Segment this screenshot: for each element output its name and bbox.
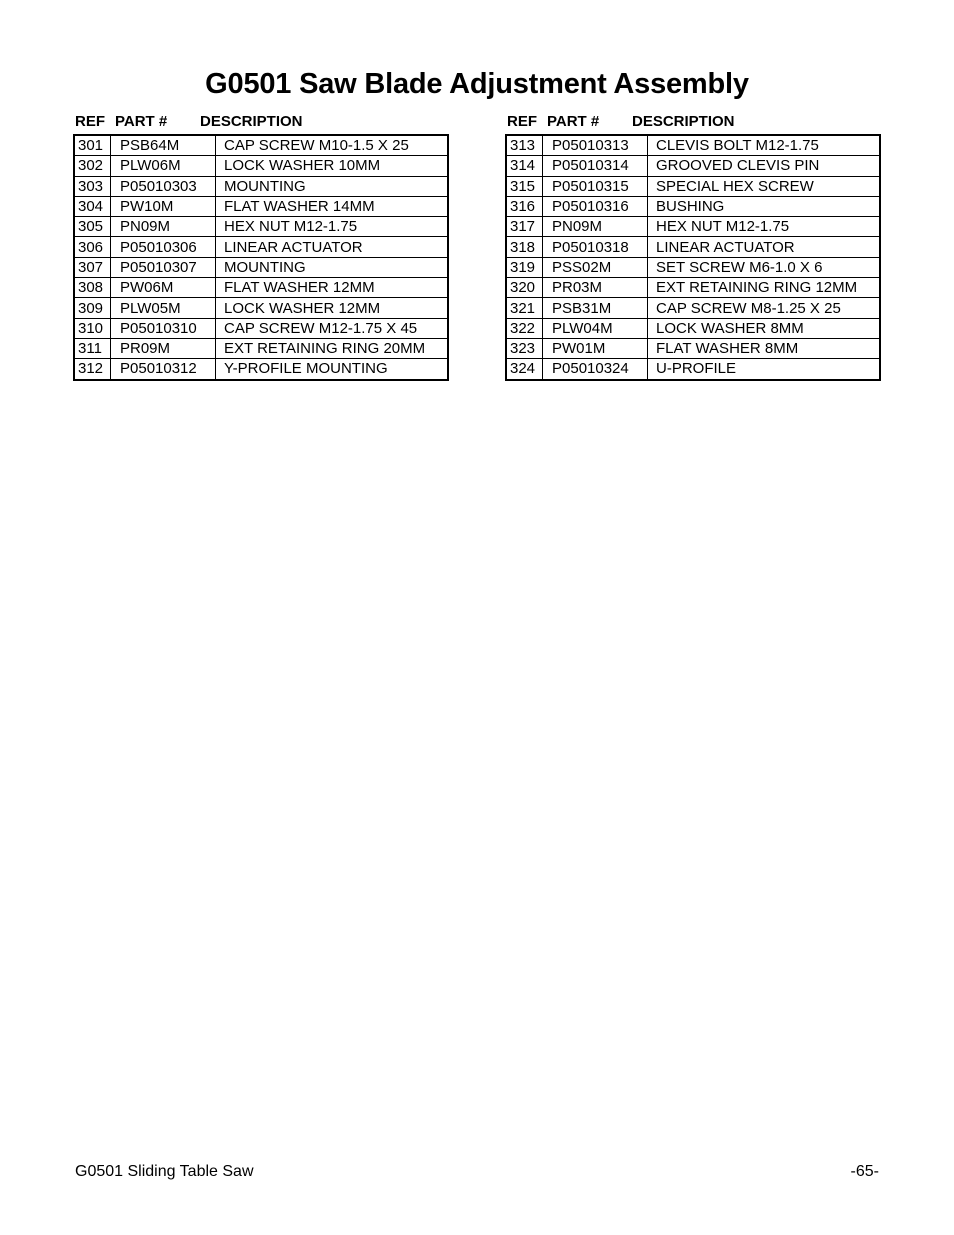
description-header: DESCRIPTION: [632, 113, 735, 130]
description-cell: MOUNTING: [216, 176, 449, 196]
ref-cell: 315: [506, 176, 543, 196]
table-row: [74, 156, 448, 176]
ref-cell: 311: [74, 338, 111, 358]
table-row: [74, 176, 448, 196]
description-cell: HEX NUT M12-1.75: [648, 217, 881, 237]
table-row: [506, 196, 880, 216]
part-number-cell: PR03M: [543, 278, 648, 298]
ref-cell: 320: [506, 278, 543, 298]
footer-model-name: G0501 Sliding Table Saw: [75, 1163, 254, 1180]
part-number-header: PART #: [547, 113, 600, 130]
table-row: [74, 359, 448, 380]
part-number-cell: P05010303: [111, 176, 216, 196]
ref-cell: 302: [74, 156, 111, 176]
part-number-cell: PLW04M: [543, 318, 648, 338]
footer-page-number: -65-: [850, 1163, 879, 1180]
ref-cell: 319: [506, 257, 543, 277]
part-number-cell: PN09M: [543, 217, 648, 237]
ref-cell: 314: [506, 156, 543, 176]
part-number-cell: P05010315: [543, 176, 648, 196]
part-number-cell: PW01M: [543, 338, 648, 358]
part-number-cell: P05010314: [543, 156, 648, 176]
description-cell: LOCK WASHER 10MM: [216, 156, 449, 176]
page-title: G0501 Saw Blade Adjustment Assembly: [205, 68, 749, 100]
ref-cell: 323: [506, 338, 543, 358]
description-cell: LOCK WASHER 12MM: [216, 298, 449, 318]
part-number-cell: PW06M: [111, 278, 216, 298]
ref-cell: 306: [74, 237, 111, 257]
description-cell: LINEAR ACTUATOR: [216, 237, 449, 257]
part-number-header: PART #: [115, 113, 168, 130]
table-row: [506, 156, 880, 176]
description-cell: CAP SCREW M12-1.75 X 45: [216, 318, 449, 338]
description-cell: Y-PROFILE MOUNTING: [216, 359, 449, 380]
table-row: [506, 359, 880, 380]
description-header: DESCRIPTION: [200, 113, 303, 130]
description-cell: HEX NUT M12-1.75: [216, 217, 449, 237]
description-cell: LINEAR ACTUATOR: [648, 237, 881, 257]
description-cell: FLAT WASHER 8MM: [648, 338, 881, 358]
part-number-cell: P05010307: [111, 257, 216, 277]
table-row: [506, 237, 880, 257]
ref-cell: 303: [74, 176, 111, 196]
ref-header: REF: [507, 113, 537, 130]
parts-list-left: [73, 112, 449, 381]
description-cell: CAP SCREW M8-1.25 X 25: [648, 298, 881, 318]
table-row: [506, 135, 880, 156]
table-row: [506, 298, 880, 318]
part-number-cell: PW10M: [111, 196, 216, 216]
part-number-cell: P05010318: [543, 237, 648, 257]
ref-cell: 309: [74, 298, 111, 318]
description-cell: CLEVIS BOLT M12-1.75: [648, 135, 881, 156]
table-row: [74, 257, 448, 277]
parts-list-right: [505, 112, 881, 381]
table-row: [74, 278, 448, 298]
table-row: [74, 338, 448, 358]
description-cell: SET SCREW M6-1.0 X 6: [648, 257, 881, 277]
parts-table: [505, 134, 881, 381]
part-number-cell: P05010313: [543, 135, 648, 156]
description-cell: LOCK WASHER 8MM: [648, 318, 881, 338]
ref-cell: 317: [506, 217, 543, 237]
table-row: [74, 237, 448, 257]
table-row: [74, 135, 448, 156]
ref-cell: 305: [74, 217, 111, 237]
description-cell: EXT RETAINING RING 12MM: [648, 278, 881, 298]
ref-cell: 312: [74, 359, 111, 380]
ref-header: REF: [75, 113, 105, 130]
part-number-cell: P05010324: [543, 359, 648, 380]
ref-cell: 313: [506, 135, 543, 156]
ref-cell: 308: [74, 278, 111, 298]
table-row: [74, 298, 448, 318]
ref-cell: 307: [74, 257, 111, 277]
ref-cell: 301: [74, 135, 111, 156]
description-cell: GROOVED CLEVIS PIN: [648, 156, 881, 176]
table-row: [506, 217, 880, 237]
table-row: [506, 278, 880, 298]
ref-cell: 324: [506, 359, 543, 380]
description-cell: MOUNTING: [216, 257, 449, 277]
part-number-cell: P05010316: [543, 196, 648, 216]
ref-cell: 304: [74, 196, 111, 216]
part-number-cell: PSS02M: [543, 257, 648, 277]
description-cell: FLAT WASHER 12MM: [216, 278, 449, 298]
ref-cell: 322: [506, 318, 543, 338]
table-row: [506, 257, 880, 277]
description-cell: EXT RETAINING RING 20MM: [216, 338, 449, 358]
table-row: [74, 196, 448, 216]
parts-table: [73, 134, 449, 381]
table-row: [74, 217, 448, 237]
table-row: [506, 176, 880, 196]
column-headers: [505, 112, 881, 134]
table-row: [74, 318, 448, 338]
description-cell: U-PROFILE: [648, 359, 881, 380]
part-number-cell: PLW06M: [111, 156, 216, 176]
part-number-cell: PLW05M: [111, 298, 216, 318]
part-number-cell: PSB31M: [543, 298, 648, 318]
description-cell: FLAT WASHER 14MM: [216, 196, 449, 216]
part-number-cell: P05010310: [111, 318, 216, 338]
part-number-cell: PSB64M: [111, 135, 216, 156]
column-headers: [73, 112, 449, 134]
table-row: [506, 318, 880, 338]
table-row: [506, 338, 880, 358]
part-number-cell: PN09M: [111, 217, 216, 237]
ref-cell: 310: [74, 318, 111, 338]
ref-cell: 318: [506, 237, 543, 257]
ref-cell: 321: [506, 298, 543, 318]
part-number-cell: PR09M: [111, 338, 216, 358]
description-cell: BUSHING: [648, 196, 881, 216]
part-number-cell: P05010312: [111, 359, 216, 380]
description-cell: SPECIAL HEX SCREW: [648, 176, 881, 196]
description-cell: CAP SCREW M10-1.5 X 25: [216, 135, 449, 156]
part-number-cell: P05010306: [111, 237, 216, 257]
ref-cell: 316: [506, 196, 543, 216]
